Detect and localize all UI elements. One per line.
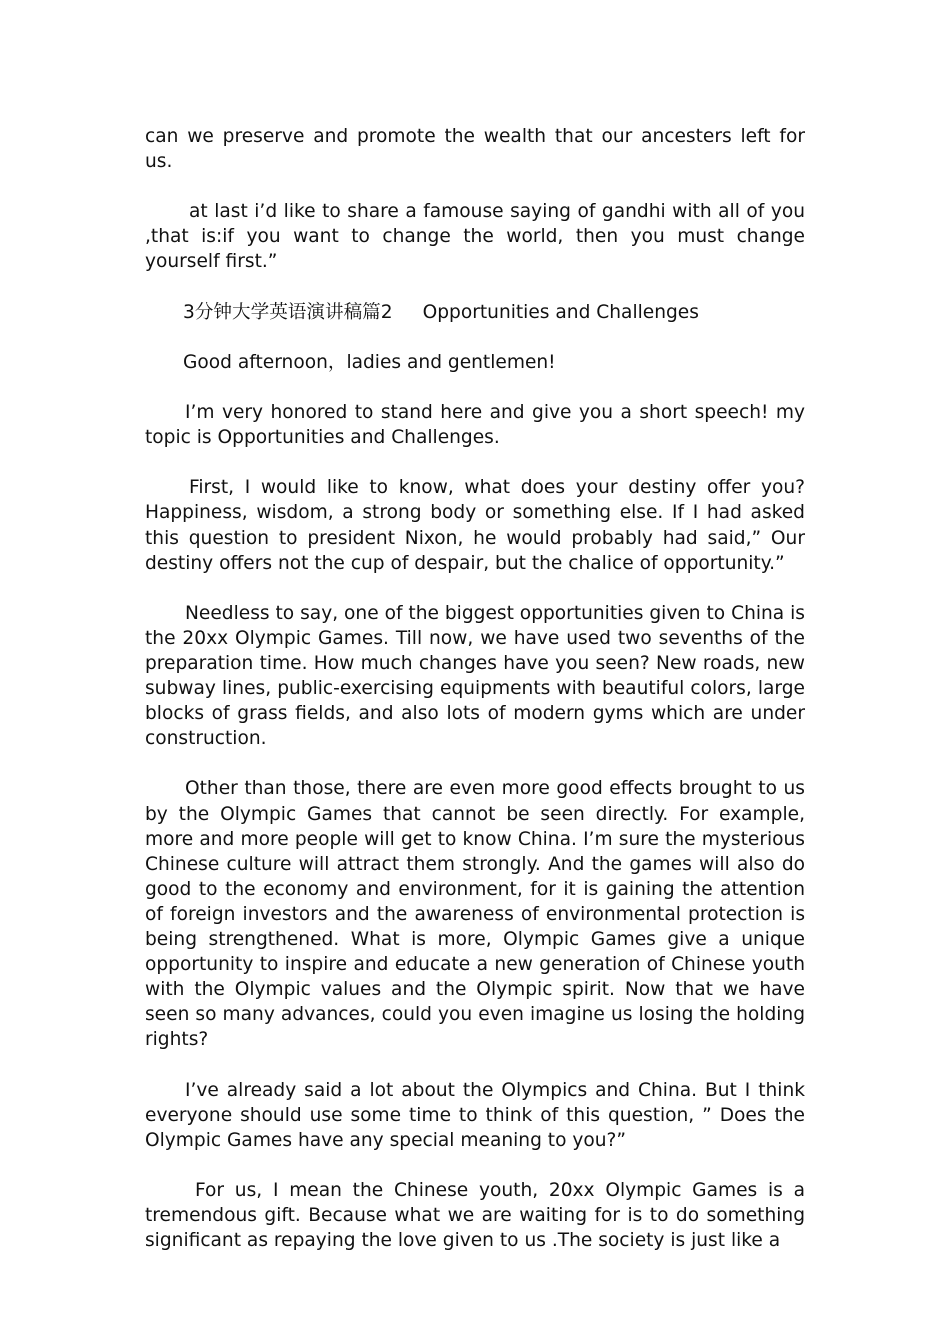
paragraph-meaning: I’ve already said a lot about the Olympics and China. But I think everyone should use some time to think of this question, ” Does the Olympic Games have any special meaning to you?”: [145, 1079, 805, 1151]
section-heading-cn: 3分钟大学英语演讲稿篇2: [183, 301, 393, 323]
section-heading-en: Opportunities and Challenges: [422, 301, 699, 323]
paragraph-gandhi-quote: at last i’d like to share a famouse saying of gandhi with all of you ,that is:if you want to change the world, then you must change yourself first.”: [145, 201, 805, 273]
paragraph-effects: Other than those, there are even more good effects brought to us by the Olympic Games that cannot be seen directly. For example, more and more people will get to know China. I’m sure the mysterious Chinese culture will attract them strongly. And the games will also do good to the economy and environment, for it is gaining the attention of foreign investors and the awareness of environmental protection is being strengthened. What is more, Olympic Games give a unique opportunity to inspire and educate a new generation of Chinese youth with the Olympic values and the Olympic spirit. Now that we have seen so many advances, could you even imagine us losing the holding rights?: [145, 778, 805, 1051]
section-heading: [145, 300, 805, 325]
paragraph-continuation: can we preserve and promote the wealth that our ancesters left for us.: [145, 126, 805, 173]
paragraph-youth: For us, I mean the Chinese youth, 20xx Olympic Games is a tremendous gift. Because what we are waiting for is to do something significant as repaying the love given to us .The society is just like a: [145, 1179, 805, 1252]
paragraph-opportunities: Needless to say, one of the biggest opportunities given to China is the 20xx Olympic Games. Till now, we have used two sevenths of the preparation time. How much changes have you seen? New roads, new subway lines, public-exercising equipments with beautiful colors, large blocks of grass fields, and also lots of modern gyms which are under construction.: [145, 602, 805, 750]
document-page: [145, 124, 805, 1278]
paragraph-destiny: First, I would like to know, what does your destiny offer you? Happiness, wisdom, a strong body or something else. If I had asked this question to president Nixon, he would probably had said,” Our destiny offers not the cup of despair, but the chalice of opportunity.”: [145, 477, 805, 574]
greeting: Good afternoon，ladies and gentlemen!: [183, 351, 556, 373]
paragraph-intro: I’m very honored to stand here and give you a short speech! my topic is Opportunities and Challenges.: [145, 402, 805, 449]
